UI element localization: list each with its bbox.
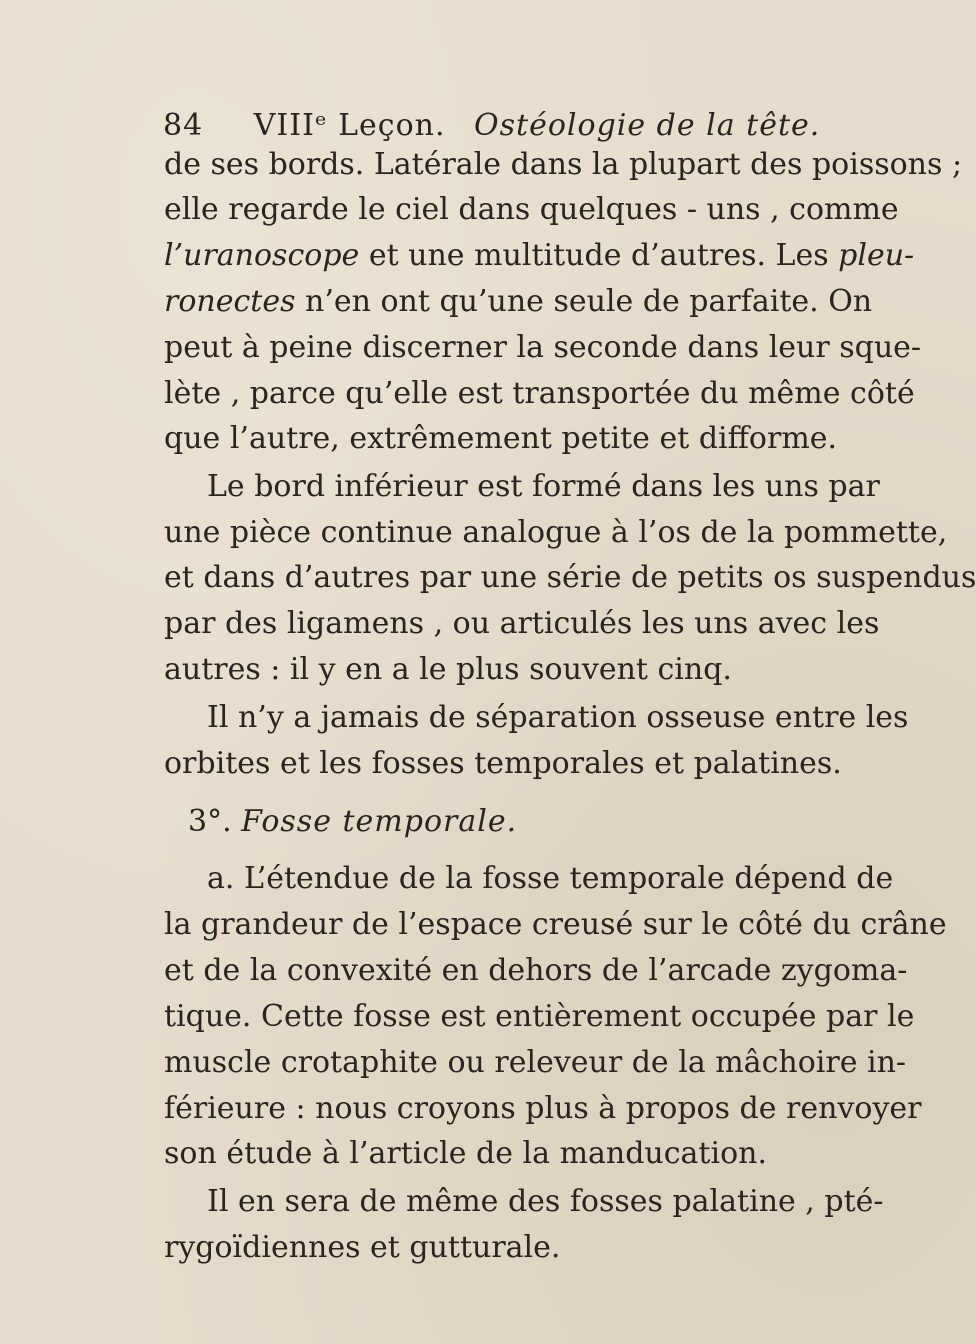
text-line: orbites et les fosses temporales et palatines. [164,746,842,781]
section-heading [188,800,688,844]
running-header [163,104,821,148]
lecon-title: VIIIᵉ Leçon. [253,108,446,143]
italic-term: ronectes [164,284,296,319]
italic-term: l’uranoscope [164,238,360,273]
text-line: et de la convexité en dehors de l’arcade zygoma- [164,953,908,988]
text-line: que l’autre, extrêmement petite et difforme. [164,421,838,456]
page-number: 84 [163,108,204,143]
text-line: son étude à l’article de la manducation. [164,1136,768,1171]
text-line: tique. Cette fosse est entièrement occupée par le [164,999,915,1034]
text-line: et dans d’autres par une série de petits os suspendus [164,560,976,595]
text-line: elle regarde le ciel dans quelques - uns , comme [164,192,899,227]
text-line: par des ligamens , ou articulés les uns avec les [164,606,880,641]
text-line: rygoïdiennes et gutturale. [164,1230,561,1265]
text-line: l’uranoscope et une multitude d’autres. Les pleu- [164,238,915,273]
text-line: lète , parce qu’elle est transportée du même côté [164,376,915,411]
text-line: Il n’y a jamais de séparation osseuse entre les [207,700,909,735]
text-line: muscle crotaphite ou releveur de la mâchoire in- [164,1045,907,1080]
text-line: autres : il y en a le plus souvent cinq. [164,652,732,687]
chapter-subject: Ostéologie de la tête. [474,108,821,143]
text-line: la grandeur de l’espace creusé sur le côté du crâne [164,907,947,942]
section-number: 3°. [188,804,232,839]
section-title: Fosse temporale. [241,804,518,839]
text-line: férieure : nous croyons plus à propos de renvoyer [164,1091,922,1126]
text-line: une pièce continue analogue à l’os de la pommette, [164,515,948,550]
text-line: Il en sera de même des fosses palatine , pté- [207,1184,884,1219]
italic-term: pleu- [838,238,915,273]
text-line: ronectes n’en ont qu’une seule de parfaite. On [164,284,873,319]
text-line: peut à peine discerner la seconde dans leur sque- [164,330,922,365]
text-line: de ses bords. Latérale dans la plupart des poissons ; [164,147,963,182]
text-line: a. L’étendue de la fosse temporale dépend de [207,861,894,896]
text-line: Le bord inférieur est formé dans les uns par [207,469,880,504]
